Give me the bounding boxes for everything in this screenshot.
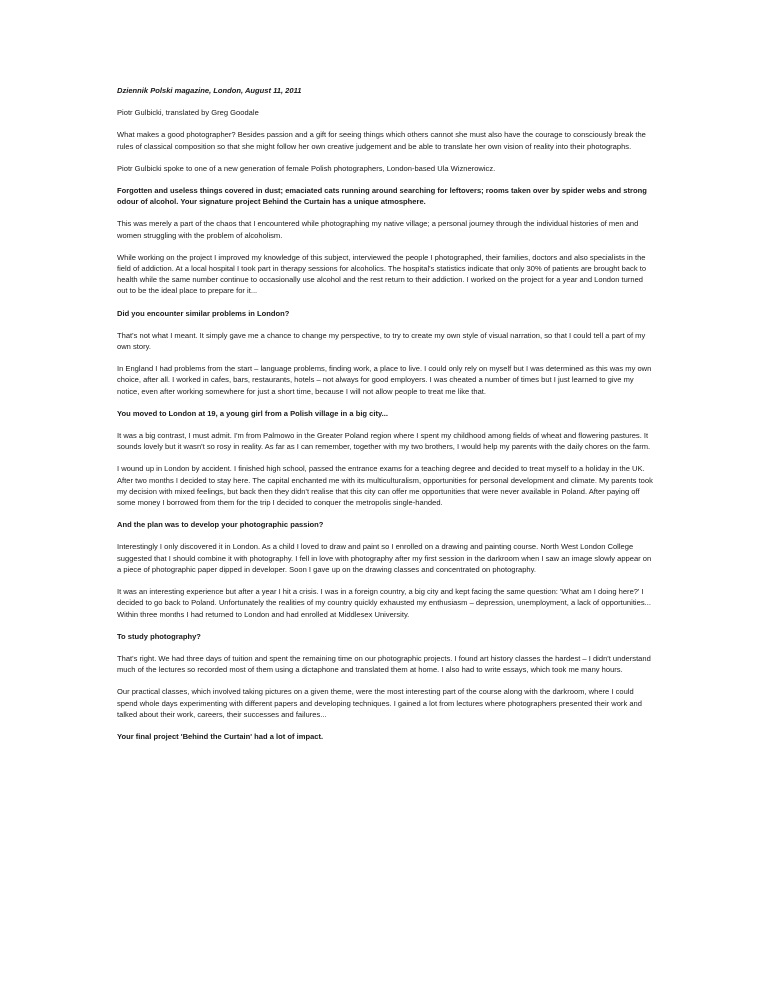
interview-question: Did you encounter similar problems in London? [117,308,290,318]
interview-question: You moved to London at 19, a young girl from a Polish village in a big city... [117,408,388,418]
interview-paragraph: It was a big contrast, I must admit. I'm from Palmowo in the Greater Poland region where I spent my childhood among fields of wheat and flowering pastures. It sounds lovely but it wasn't so rosy in reality. As far as I can remember, together with my two brothers, I would help my parents with the daily chores on the farm. [117,431,651,452]
interview-paragraph: Piotr Gulbicki spoke to one of a new generation of female Polish photographers, London-based Ula Wiznerowicz. [117,163,496,173]
interview-question: To study photography? [117,631,201,641]
interview-question: Forgotten and useless things covered in dust; emaciated cats running around searching for leftovers; rooms taken over by spider webs and strong odour of alcohol. Your signature project Behind the Curtain has a unique atmosphere. [117,186,647,207]
article-body [117,129,654,742]
interview-question: Your final project 'Behind the Curtain' had a lot of impact. [117,731,324,741]
interview-paragraph: This was merely a part of the chaos that I encountered while photographing my native village; a personal journey through the individual histories of men and women struggling with the problem of alcoholism. [117,219,639,240]
document-header: Dziennik Polski magazine, London, August 11, 2011 [117,86,302,95]
interview-paragraph: I wound up in London by accident. I finished high school, passed the entrance exams for a teaching degree and decided to treat myself to a holiday in the UK. After two months I decided to stay here. The capital enchanted me with its multiculturalism, opportunities for personal development and climate. My parents took my decision with mixed feelings, but back then they didn't realise that this city can offer me opportunities that were never available in Poland. After paying off some money I borrowed from them for the trip I decided to conquer the metropolis single-handed. [117,464,653,508]
interview-paragraph: That's right. We had three days of tuition and spent the remaining time on our photographic projects. I found art history classes the hardest – I didn't understand much of the lectures so recorded most of them using a dictaphone and translated them at home. I also had to write essays, which took me many hours. [117,653,651,675]
interview-paragraph: It was an interesting experience but after a year I hit a crisis. I was in a foreign country, a big city and kept facing the same question: 'What am I doing here?' I decided to go back to Poland. Unfortunately the realities of my country quickly exhausted my enthusiasm – depression, unemployment, a lack of opportunities... Within three months I had returned to London and had enrolled at Middlesex University. [117,587,651,619]
interview-paragraph: In England I had problems from the start – language problems, finding work, a place to live. I could only rely on myself but I was determined as this was my own choice, after all. I worked in cafes, bars, restaurants, hotels – not always for good employers. I was cheated a number of times but I just learned to give my notice, even after working somewhere for just a short time, because I will not allow people to treat me like that. [117,364,652,396]
interview-paragraph: What makes a good photographer? Besides passion and a gift for seeing things which others cannot she must also have the courage to consciously break the rules of classical composition so that she might follow her own creative judgement and be able to translate her own vision of reality into their photographs. [117,130,646,151]
byline: Piotr Gulbicki, translated by Greg Goodale [117,108,259,118]
interview-question: And the plan was to develop your photographic passion? [117,520,324,530]
interview-paragraph: Our practical classes, which involved taking pictures on a given theme, were the most interesting part of the course along with the darkroom, where I could spend whole days experimenting with different papers and developing techniques. I gained a lot from lectures where photographers presented their work and talked about their work, careers, their successes and failures... [117,687,642,719]
interview-paragraph: Interestingly I only discovered it in London. As a child I loved to draw and paint so I enrolled on a drawing and painting course. North West London College suggested that I should combine it with photography. I fell in love with photography after my first session in the darkroom when I saw an image slowly appear on a piece of photographic paper dipped in developer. Soon I gave up on the drawing classes and concentrated on photography. [117,542,652,574]
interview-paragraph: That's not what I meant. It simply gave me a chance to change my perspective, to try to create my own style of visual narration, so that I could tell a part of my own story. [117,330,646,352]
interview-paragraph: While working on the project I improved my knowledge of this subject, interviewed the people I photographed, their families, doctors and also specialists in the field of addiction. At a local hospital I took part in therapy sessions for alcoholics. The hospital's statistics indicate that only 30% of patients are brought back to health while the same number continue to occasionally use alcohol and the rest return to their addiction. I worked on the project for a year and London turned out to be the ideal place to prepare for it... [117,252,647,296]
document-page [117,85,654,753]
